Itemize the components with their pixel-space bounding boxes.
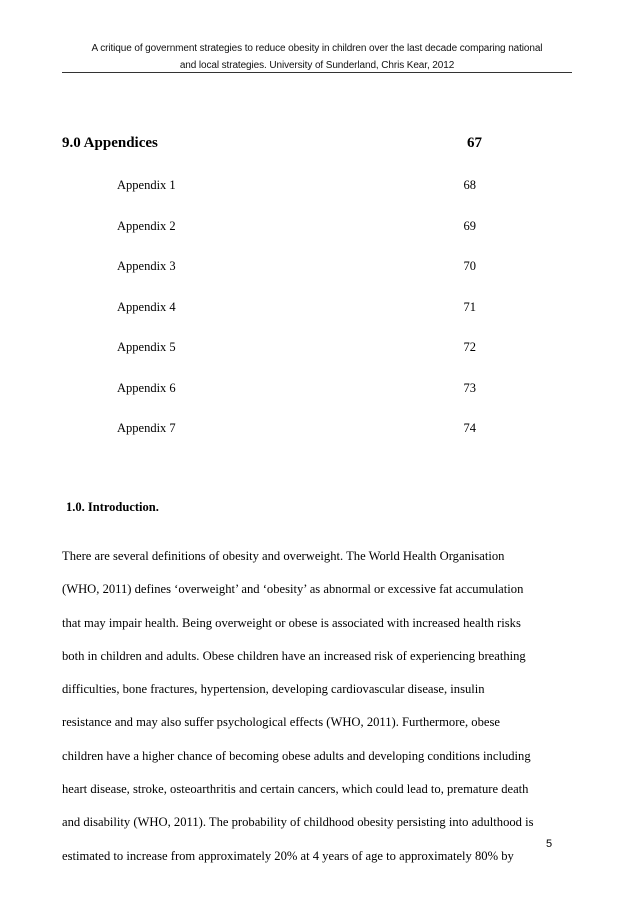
- running-header-line-2: and local strategies. University of Sunderland, Chris Kear, 2012: [179, 60, 455, 71]
- paragraph-line: heart disease, stroke, osteoarthritis and certain cancers, which could lead to, premature death: [62, 782, 529, 797]
- toc-item-appendix-3: [117, 259, 476, 300]
- page-number: 5: [546, 838, 553, 850]
- toc-item-appendix-5: [117, 340, 476, 381]
- toc-list: [117, 178, 476, 462]
- toc-item-appendix-7: [117, 421, 476, 462]
- running-header-line-1: A critique of government strategies to reduce obesity in children over the last decade comparing national: [91, 43, 543, 54]
- toc-item-label: Appendix 5: [117, 340, 176, 354]
- paragraph-line: (WHO, 2011) defines ‘overweight’ and ‘obesity’ as abnormal or excessive fat accumulation: [62, 582, 524, 597]
- toc-item-page: 71: [463, 299, 476, 314]
- toc-item-appendix-6: [117, 381, 476, 422]
- toc-item-label: Appendix 3: [117, 259, 176, 273]
- paragraph-line: and disability (WHO, 2011). The probability of childhood obesity persisting into adulthood is: [62, 815, 534, 830]
- paragraph-line: both in children and adults. Obese children have an increased risk of experiencing breathing: [62, 648, 526, 663]
- toc-item-page: 72: [463, 340, 476, 354]
- header-divider: [62, 72, 572, 73]
- running-header: [62, 40, 572, 74]
- toc-item-label: Appendix 4: [117, 299, 176, 314]
- toc-item-page: 68: [463, 178, 476, 192]
- toc-item-page: 73: [463, 380, 476, 395]
- toc-item-page: 69: [463, 218, 476, 233]
- paragraph-line: resistance and may also suffer psychological effects (WHO, 2011). Furthermore, obese: [62, 715, 500, 730]
- toc-item-label: Appendix 6: [117, 380, 176, 395]
- body-paragraph: [62, 540, 574, 873]
- paragraph-line: difficulties, bone fractures, hypertension, developing cardiovascular disease, insulin: [62, 682, 485, 697]
- toc-item-label: Appendix 1: [117, 178, 176, 192]
- toc-item-appendix-2: [117, 219, 476, 260]
- toc-heading-label: 9.0 Appendices: [62, 135, 158, 151]
- toc-heading-page: 67: [467, 135, 482, 151]
- toc-item-appendix-4: [117, 300, 476, 341]
- toc-item-page: 74: [463, 421, 476, 435]
- toc-heading: [62, 135, 482, 152]
- paragraph-line: There are several definitions of obesity and overweight. The World Health Organisation: [62, 549, 505, 563]
- section-heading: 1.0. Introduction.: [66, 500, 159, 514]
- toc-item-page: 70: [463, 259, 476, 273]
- paragraph-line: children have a higher chance of becoming obese adults and developing conditions including: [62, 748, 531, 763]
- paragraph-line: that may impair health. Being overweight or obese is associated with increased health risks: [62, 615, 521, 630]
- toc-item-label: Appendix 2: [117, 218, 176, 233]
- toc-item-appendix-1: [117, 178, 476, 219]
- paragraph-line: estimated to increase from approximately 20% at 4 years of age to approximately 80% by: [62, 848, 514, 863]
- toc-item-label: Appendix 7: [117, 421, 176, 435]
